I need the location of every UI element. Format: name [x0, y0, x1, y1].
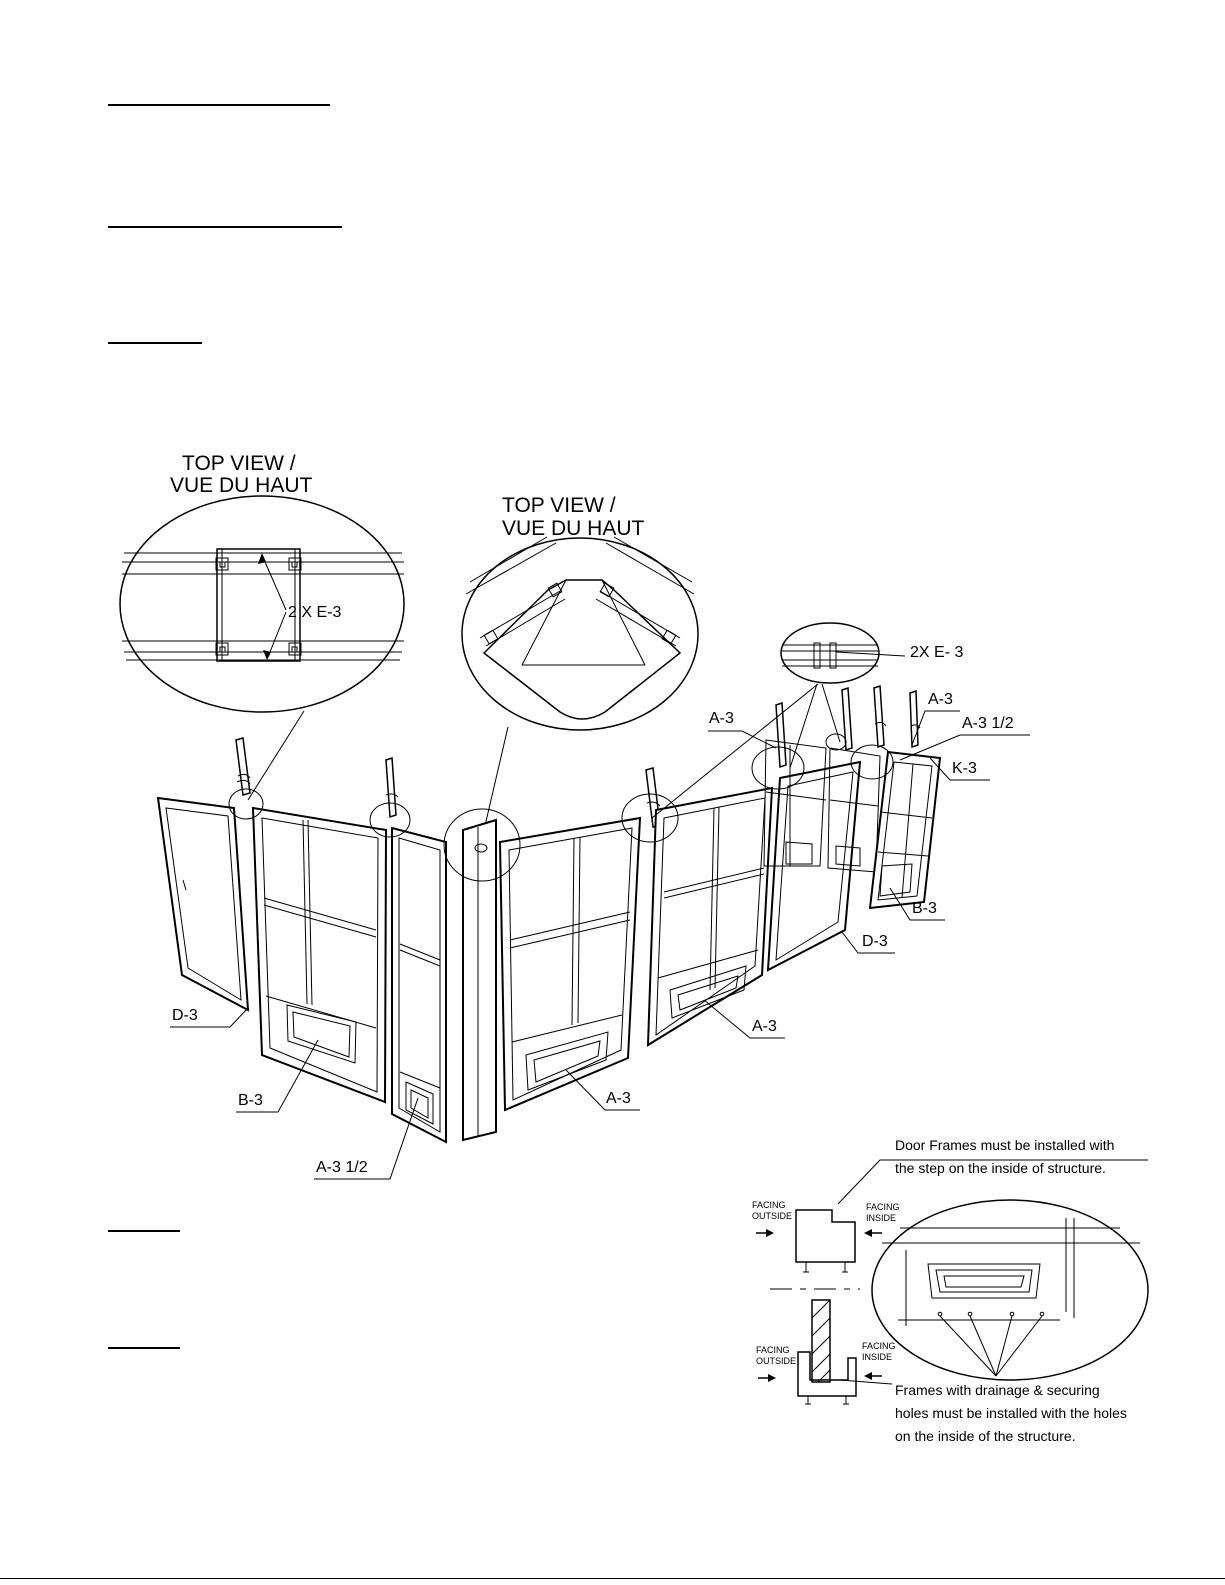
- panel-b3-left: [253, 808, 386, 1102]
- label-a3-upper-left: A-3: [709, 710, 734, 727]
- top-view-left-title-2: VUE DU HAUT: [170, 474, 313, 497]
- facing-outside-bottom-2: OUTSIDE: [756, 1356, 797, 1366]
- facing-outside-top-2: OUTSIDE: [752, 1211, 793, 1221]
- facing-outside-bottom-1: FACING: [756, 1345, 790, 1355]
- panel-a3-right: [648, 788, 772, 1045]
- facing-inside-bottom-2: INSIDE: [862, 1352, 893, 1362]
- facing-inside-top-1: FACING: [866, 1202, 900, 1212]
- panel-a3-half: [392, 828, 446, 1142]
- drain-note-line2: holes must be installed with the holes: [895, 1405, 1127, 1421]
- facing-inside-bottom-1: FACING: [862, 1341, 896, 1351]
- panel-a3-center: [500, 818, 640, 1110]
- top-view-detail-center: [462, 494, 698, 830]
- label-a3-upper-right: A-3: [928, 691, 953, 708]
- top-view-center-title-1: TOP VIEW /: [502, 494, 616, 517]
- label-d3-right: D-3: [862, 933, 888, 950]
- label-a3-mid-right: A-3: [752, 1018, 777, 1035]
- page-bottom-rule: [0, 1578, 1225, 1579]
- top-view-center-title-2: VUE DU HAUT: [502, 517, 645, 540]
- facing-inside-top-2: INSIDE: [866, 1213, 897, 1223]
- door-frame-note: [752, 1137, 1148, 1444]
- e3-right-label: 2X E- 3: [910, 644, 964, 661]
- door-frame-note-line1: Door Frames must be installed with: [895, 1137, 1115, 1153]
- top-view-left-title-1: TOP VIEW /: [182, 452, 296, 475]
- label-d3-left: D-3: [172, 1007, 198, 1024]
- label-b3-right: B-3: [912, 900, 937, 917]
- label-a3-bottom-center: A-3: [606, 1090, 631, 1107]
- label-k3: K-3: [952, 760, 977, 777]
- drain-note-line1: Frames with drainage & securing: [895, 1382, 1100, 1398]
- top-view-detail-left: [120, 452, 404, 800]
- label-a3-half-bottom: A-3 1/2: [316, 1159, 368, 1176]
- drain-note-line3: on the inside of the structure.: [895, 1428, 1076, 1444]
- label-b3-left: B-3: [238, 1092, 263, 1109]
- panel-b3-right: [870, 752, 940, 908]
- e3-left-label: 2 X E-3: [288, 604, 342, 621]
- label-a3-half-upper: A-3 1/2: [962, 715, 1014, 732]
- door-frame-note-line2: the step on the inside of structure.: [895, 1160, 1106, 1176]
- panel-d3-left: [158, 798, 248, 1010]
- facing-outside-top-1: FACING: [752, 1200, 786, 1210]
